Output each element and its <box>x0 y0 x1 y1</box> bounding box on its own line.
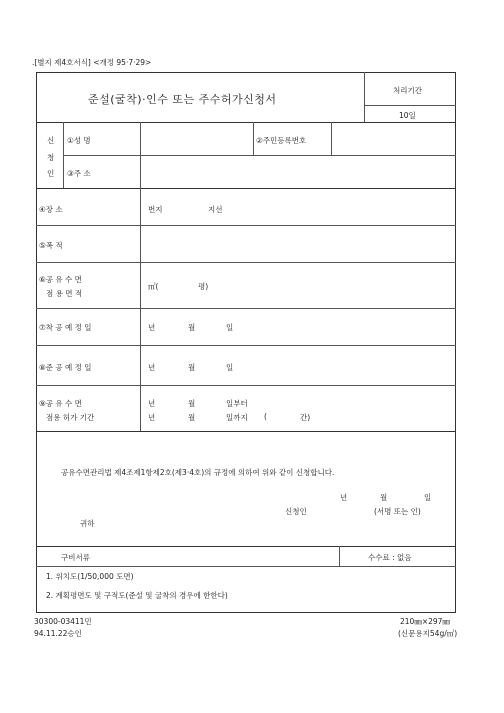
address-field[interactable] <box>143 161 451 183</box>
form-title: 준설(굴착)·인수 또는 주수허가신청서 <box>88 93 277 106</box>
occupied-area-label-1: ⑥공 유 수 면 <box>39 275 82 284</box>
permit-period-label-1: ⑨공 유 수 면 <box>39 399 82 408</box>
application-statement: 공유수면관리법 제4조제1항제2호(제3·4호)의 규정에 의하여 위와 같이 신청합니다. <box>61 468 335 477</box>
completion-year: 년 <box>148 363 156 372</box>
period-from-day: 일부터 <box>226 399 248 408</box>
permit-period-label-2: 점용 허가 기간 <box>46 413 95 422</box>
applicant-char: 인 <box>47 169 55 178</box>
period-paren-close: 간) <box>300 413 311 422</box>
paper-size: 210㎜×297㎜ <box>400 617 450 626</box>
location-value-beonji: 번지 <box>148 205 163 214</box>
start-day: 일 <box>226 323 234 332</box>
name-label: ①성 명 <box>67 136 91 145</box>
start-date-label: ⑦착 공 예 정 일 <box>39 323 92 332</box>
statement-year: 년 <box>340 493 348 502</box>
statement-month: 월 <box>380 493 388 502</box>
occupied-area-unit-pyeong: 평) <box>198 282 209 291</box>
start-year: 년 <box>148 323 156 332</box>
completion-date-label: ⑧준 공 예 정 일 <box>39 363 92 372</box>
rrn-label: ②주민등록번호 <box>256 136 307 145</box>
period-paren-open: ( <box>264 412 267 421</box>
document-item: 2. 계획평면도 및 구적도(준설 및 굴착의 경우에 한한다) <box>46 591 228 600</box>
statement-day: 일 <box>424 493 432 502</box>
location-value-jiseon: 지선 <box>208 205 223 214</box>
completion-month: 월 <box>188 363 196 372</box>
processing-label: 처리기간 <box>393 86 422 95</box>
approval-date: 94.11.22승인 <box>34 629 82 638</box>
required-documents-label: 구비서류 <box>61 553 90 562</box>
period-to-month: 월 <box>188 413 196 422</box>
form-code: 30300-03411민 <box>34 617 92 626</box>
occupied-area-label-2: 점 용 면 적 <box>46 289 83 298</box>
period-to-year: 년 <box>148 413 156 422</box>
applicant-char: 청 <box>47 153 55 162</box>
location-label: ④장 소 <box>39 205 63 214</box>
applicant-sign-label: 신청인 <box>285 507 307 516</box>
address-label: ③주 소 <box>67 169 91 178</box>
completion-day: 일 <box>226 363 234 372</box>
area-label: ⑤폭 적 <box>39 241 63 250</box>
addressee: 귀하 <box>80 519 95 528</box>
area-field[interactable] <box>143 232 451 258</box>
name-field[interactable] <box>143 130 251 152</box>
document-item: 1. 위치도(1/50,000 도면) <box>46 572 134 581</box>
applicant-char: 신 <box>47 136 55 145</box>
paper-type: (신문용지54g/㎡) <box>398 629 458 638</box>
period-from-year: 년 <box>148 399 156 408</box>
fee-label: 수수료 : 없음 <box>368 553 412 562</box>
sign-note: (서명 또는 인) <box>374 507 421 516</box>
period-to-day: 일까지 <box>226 413 248 422</box>
form-note: .[별지 제4호서식] <개정 95·7·29> <box>32 58 152 67</box>
processing-value: 10일 <box>399 111 416 120</box>
period-from-month: 월 <box>188 399 196 408</box>
start-month: 월 <box>188 323 196 332</box>
occupied-area-unit-sqm: ㎡( <box>148 282 159 291</box>
rrn-field[interactable] <box>334 130 452 152</box>
